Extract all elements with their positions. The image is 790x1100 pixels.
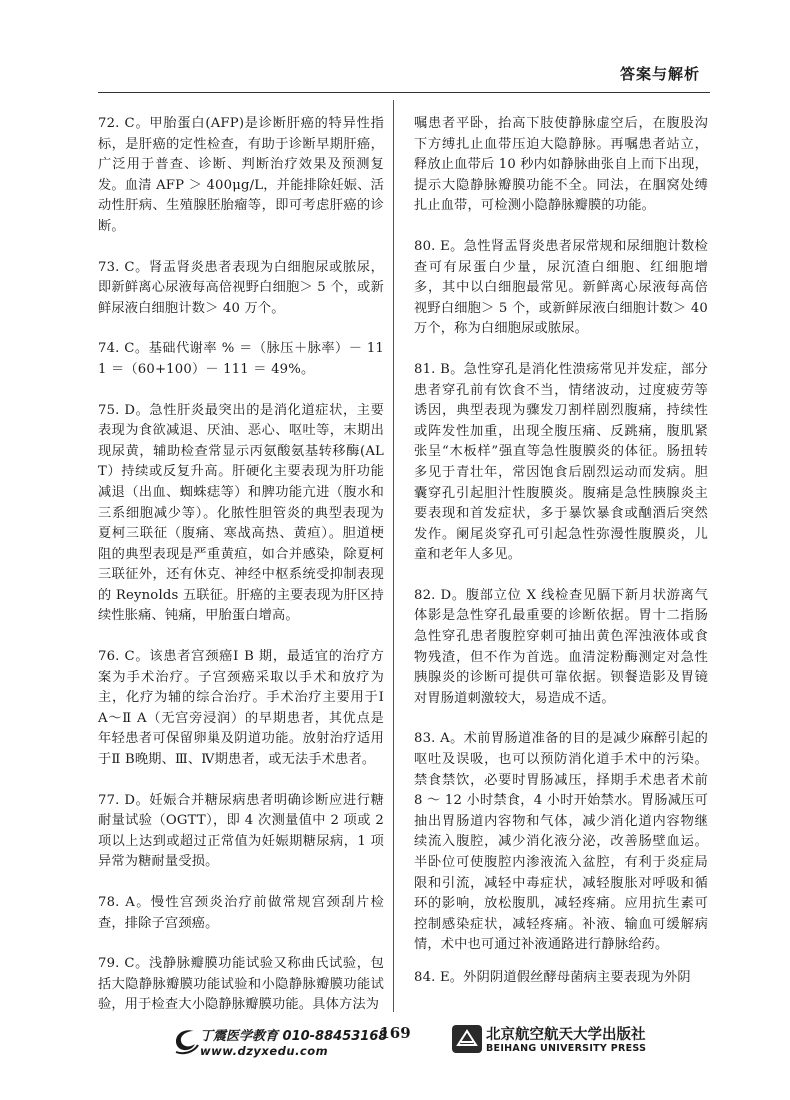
answer-76: 76. C。该患者宫颈癌Ⅰ B 期，最适宜的治疗方案为手术治疗。子宫颈癌采取以手术和放疗为主，化疗为辅的综合治疗。手术治疗主要用于Ⅰ A～Ⅱ A（无宫旁浸润）的早期患者，其优点是年轻患者可保留卵巢及阴道功能。放射治疗适用于Ⅱ B晚期、Ⅲ、Ⅳ期患者，或无法手术患者。 [98,649,384,768]
answer-73: 73. C。肾盂肾炎患者表现为白细胞尿或脓尿，即新鲜离心尿液每高倍视野白细胞＞ 5 个，或新鲜尿液白细胞计数＞ 40 万个。 [98,259,384,316]
answer-83: 83. A。术前胃肠道准备的目的是减少麻醉引起的呕吐及误吸，也可以预防消化道手术中的污染。禁食禁饮，必要时胃肠减压，择期手术患者术前 8 ～ 12 小时禁食，4 小时开始禁水。胃肠减压可抽出胃肠道内容物和气体，减少消化道内容物继续流入腹腔，减少消化液分泌，改善肠壁血运。半卧位可使腹腔内渗液流入盆腔，有利于炎症局限和引流，减轻中毒症状，减轻腹胀对呼吸和循环的影响，放松腹肌，减轻疼痛。应用抗生素可控制感染症状，减轻疼痛。补液、输血可缓解病情，术中也可通过补液通路进行静脉给药。 [414,731,708,953]
answer-79-continued: 嘱患者平卧，抬高下肢使静脉虚空后，在腹股沟下方缚扎止血带压迫大隐静脉。再嘱患者站立，释放止血带后 10 秒内如静脉曲张自上而下出现，提示大隐静脉瓣膜功能不全。同法，在腘窝处缚扎止血带，可检测小隐静脉瓣膜的功能。 [414,116,708,214]
answer-75: 75. D。急性肝炎最突出的是消化道症状，主要表现为食欲减退、厌油、恶心、呕吐等，末期出现尿黄，辅助检查常显示丙氨酸氨基转移酶(ALT）持续或反复升高。肝硬化主要表现为肝功能减退（出血、蜘蛛痣等）和脾功能亢进（腹水和三系细胞减少等）。化脓性胆管炎的典型表现为夏柯三联征（腹痛、寒战高热、黄疸）。胆道梗阻的典型表现是严重黄疸，如合并感染，除夏柯三联征外，还有休克、神经中枢系统受抑制表现的 Reynolds 五联征。肝癌的主要表现为肝区持续性胀痛、钝痛，甲胎蛋白增高。 [98,402,384,624]
beihang-emblem-icon [452,1025,482,1053]
answer-77: 77. D。妊娠合并糖尿病患者明确诊断应进行糖耐量试验（OGTT），即 4 次测量值中 2 项或 2 项以上达到或超过正常值为妊娠期糖尿病，1 项异常为糖耐量受损。 [98,792,384,870]
footer-logo-right [452,1022,652,1062]
right-column [414,114,708,1009]
header-rule [98,92,710,93]
left-logo-url: www.dzyxedu.com [200,1044,329,1058]
answer-81: 81. B。急性穿孔是消化性溃疡常见并发症，部分患者穿孔前有饮食不当，情绪波动，过度疲劳等诱因，典型表现为骤发刀割样剧烈腹痛，持续性或阵发性加重，出现全腹压痛、反跳痛，腹肌紧张呈“木板样”强直等急性腹膜炎的体征。肠扭转多见于青壮年，常因饱食后剧烈运动而发病。胆囊穿孔引起胆汁性腹膜炎。腹痛是急性胰腺炎主要表现和首发症状，多于暴饮暴食或酗酒后突然发作。阑尾炎穿孔可引起急性弥漫性腹膜炎，儿童和老年人多见。 [414,361,708,563]
left-column [98,114,384,1036]
right-logo-title: 北京航空航天大学出版社 [486,1026,646,1043]
page-header-title: 答案与解析 [619,65,700,83]
answer-80: 80. E。急性肾盂肾炎患者尿常规和尿细胞计数检查可有尿蛋白少量，尿沉渣白细胞、红细胞增多，其中以白细胞最常见。新鲜离心尿液每高倍视野白细胞＞ 5 个，或新鲜尿液白细胞计数＞ 40 万个，称为白细胞尿或脓尿。 [414,238,708,337]
dz-swirl-logo-icon [170,1025,200,1055]
answer-72: 72. C。甲胎蛋白(AFP)是诊断肝癌的特异性指标，是肝癌的定性检查，有助于诊断早期肝癌，广泛用于普查、诊断、判断治疗效果及预测复发。血清 AFP ＞ 400μg/L，并能排除妊娠、活动性肝病、生殖腺胚胎瘤等，即可考虑肝癌的诊断。 [98,116,384,234]
column-divider [393,100,394,1012]
answer-82: 82. D。腹部立位 X 线检查见膈下新月状游离气体影是急性穿孔最重要的诊断依据。胃十二指肠急性穿孔患者腹腔穿刺可抽出黄色浑浊液体或食物残渣，但不作为首选。血清淀粉酶测定对急性胰腺炎的诊断可提供可靠依据。钡餐造影及胃镜对胃肠道刺激较大，易造成不适。 [414,587,708,706]
answer-79: 79. C。浅静脉瓣膜功能试验又称曲氏试验，包括大隐静脉瓣膜功能试验和小隐静脉瓣膜功能试验，用于检查大小隐静脉瓣膜功能。具体方法为 [98,956,384,1013]
right-logo-subtitle: BEIHANG UNIVERSITY PRESS [486,1043,647,1054]
left-logo-title: 丁震医学教育 010-88453168 [200,1029,388,1044]
answer-74: 74. C。基础代谢率 % ＝（脉压＋脉率）－ 111 ＝（60+100）－ 111 ＝ 49%。 [98,341,384,377]
answer-84: 84. E。外阴阴道假丝酵母菌病主要表现为外阴 [414,969,691,985]
answer-78: 78. A。慢性宫颈炎治疗前做常规宫颈刮片检查，排除子宫颈癌。 [98,895,384,931]
footer-logo-left [170,1023,388,1063]
page-number: 169 [379,1024,411,1042]
